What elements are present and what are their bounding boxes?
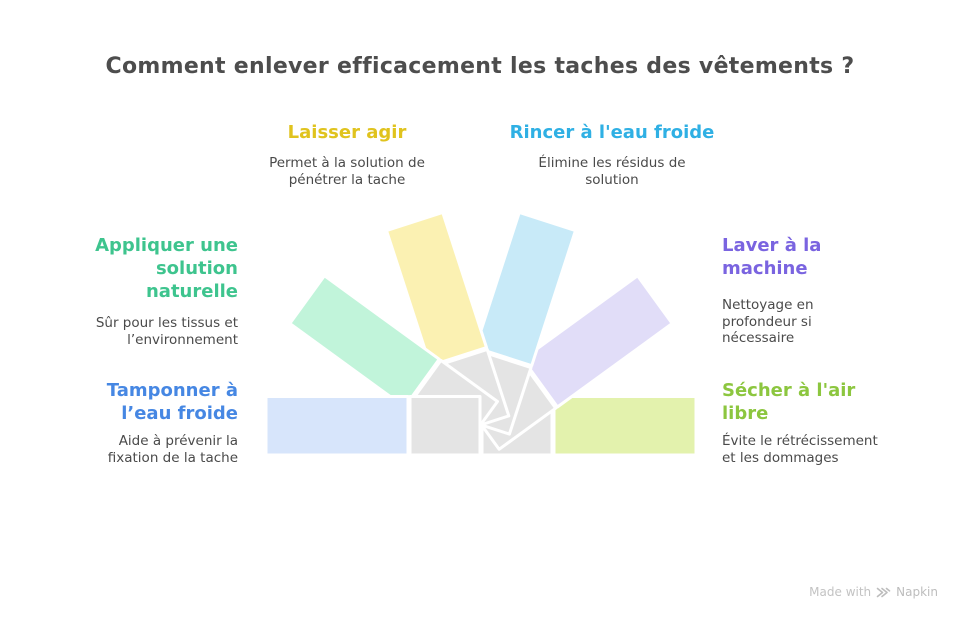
- fan-blade-tamponner: [266, 397, 408, 456]
- step-desc-tamponner: Aide à prévenir la fixation de la tache: [107, 433, 238, 466]
- made-with-napkin-watermark[interactable]: [809, 585, 938, 599]
- step-title-rincer: Rincer à l'eau froide: [509, 122, 715, 143]
- step-desc-laisser: Permet à la solution de pénétrer la tache: [269, 155, 425, 188]
- watermark-brand: Napkin: [896, 585, 938, 599]
- step-desc-rincer: Élimine les résidus de solution: [538, 155, 686, 188]
- step-title-laisser: Laisser agir: [287, 122, 407, 143]
- step-desc-appliquer: Sûr pour les tissus et l’environnement: [95, 315, 238, 348]
- step-title-secher: Sécher à l'air libre: [722, 380, 856, 424]
- fan-blade-base-tamponner: [410, 397, 480, 456]
- step-title-tamponner: Tamponner à l’eau froide: [106, 380, 238, 424]
- page-title: Comment enlever efficacement les taches des vêtements ?: [105, 54, 855, 79]
- step-title-appliquer: Appliquer une solution naturelle: [95, 235, 238, 302]
- step-title-laver: Laver à la machine: [722, 235, 822, 279]
- watermark-text: Made with: [809, 585, 872, 599]
- step-desc-secher: Évite le rétrécissement et les dommages: [722, 433, 878, 466]
- napkin-logo-icon: [876, 586, 891, 599]
- step-desc-laver: Nettoyage en profondeur si nécessaire: [722, 297, 814, 346]
- fan-blade-secher: [554, 397, 696, 456]
